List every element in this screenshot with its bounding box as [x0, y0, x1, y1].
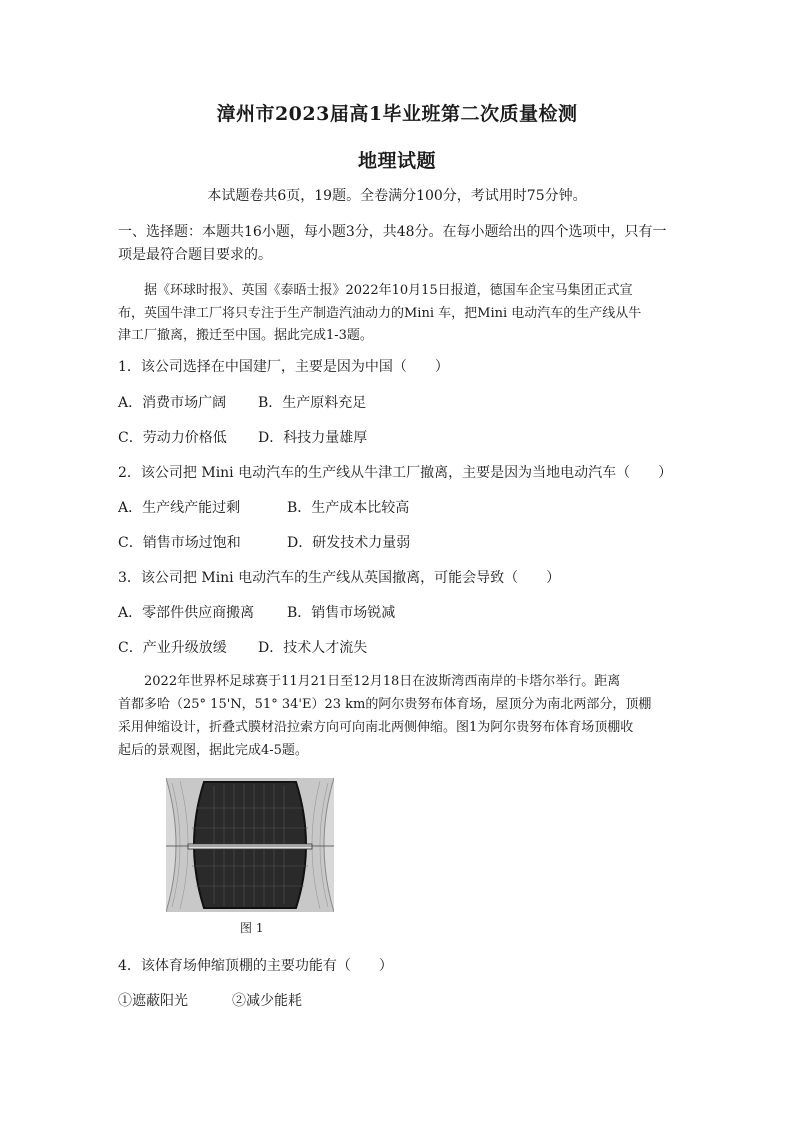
question-1-option-b: B．生产原料充足 [258, 395, 367, 411]
question-4-option-2: ②减少能耗 [232, 993, 302, 1009]
question-2-option-a: A．生产线产能过剩 [118, 500, 241, 516]
exam-info: 本试题卷共6页，19题。全卷满分100分，考试用时75分钟。 [207, 188, 587, 204]
question-2-option-d: D．研发技术力量弱 [287, 535, 411, 551]
passage-1-line-1: 据《环球时报》、英国《泰晤士报》2022年10月15日报道，德国车企宝马集团正式宣 [144, 283, 633, 298]
section-instructions-line-2: 项是最符合题目要求的。 [118, 247, 272, 263]
passage-1-line-3: 津工厂撤离，搬迁至中国。据此完成1-3题。 [118, 328, 373, 343]
question-3-stem: 3．该公司把 Mini 电动汽车的生产线从英国撤离，可能会导致（ ） [118, 570, 561, 586]
question-3-option-b: B．销售市场锐减 [287, 605, 396, 621]
subject-title: 地理试题 [357, 150, 436, 172]
question-1-option-a: A．消费市场广阔 [118, 395, 227, 411]
passage-1-line-2: 布，英国牛津工厂将只专注于生产制造汽油动力的Mini 车，把Mini 电动汽车的生产线从牛 [118, 306, 642, 321]
figure-caption: 图 1 [240, 921, 264, 935]
passage-2-line-2: 首都多哈（25° 15'N，51° 34'E）23 km的阿尔贵努布体育场，屋顶分为南北两部分，顶棚 [118, 697, 652, 712]
question-1-stem: 1．该公司选择在中国建厂，主要是因为中国（ ） [118, 359, 449, 375]
exam-title: 漳州市2023届高1毕业班第二次质量检测 [216, 103, 578, 125]
question-2-stem: 2．该公司把 Mini 电动汽车的生产线从牛津工厂撤离，主要是因为当地电动汽车（ ） [118, 465, 673, 481]
question-3-option-c: C．产业升级放缓 [118, 640, 227, 656]
section-instructions-line-1: 一、选择题：本题共16小题，每小题3分，共48分。在每小题给出的四个选项中，只有一 [118, 224, 667, 240]
question-3-option-d: D．技术人才流失 [258, 640, 368, 656]
question-1-option-c: C．劳动力价格低 [118, 430, 227, 446]
passage-2-line-1: 2022年世界杯足球赛于11月21日至12月18日在波斯湾西南岸的卡塔尔举行。距离 [144, 674, 621, 689]
question-4-option-1: ①遮蔽阳光 [118, 993, 188, 1009]
question-3-option-a: A．零部件供应商搬离 [118, 605, 255, 621]
question-2-option-b: B．生产成本比较高 [287, 500, 410, 516]
question-1-option-d: D．科技力量雄厚 [258, 430, 368, 446]
question-2-option-c: C．销售市场过饱和 [118, 535, 241, 551]
question-4-stem: 4．该体育场伸缩顶棚的主要功能有（ ） [118, 958, 393, 974]
passage-2-line-3: 采用伸缩设计，折叠式膜材沿拉索方向可向南北两侧伸缩。图1为阿尔贵努布体育场顶棚收 [118, 720, 634, 735]
stadium-roof-photo [166, 778, 334, 912]
passage-2-line-4: 起后的景观图，据此完成4-5题。 [118, 743, 308, 758]
